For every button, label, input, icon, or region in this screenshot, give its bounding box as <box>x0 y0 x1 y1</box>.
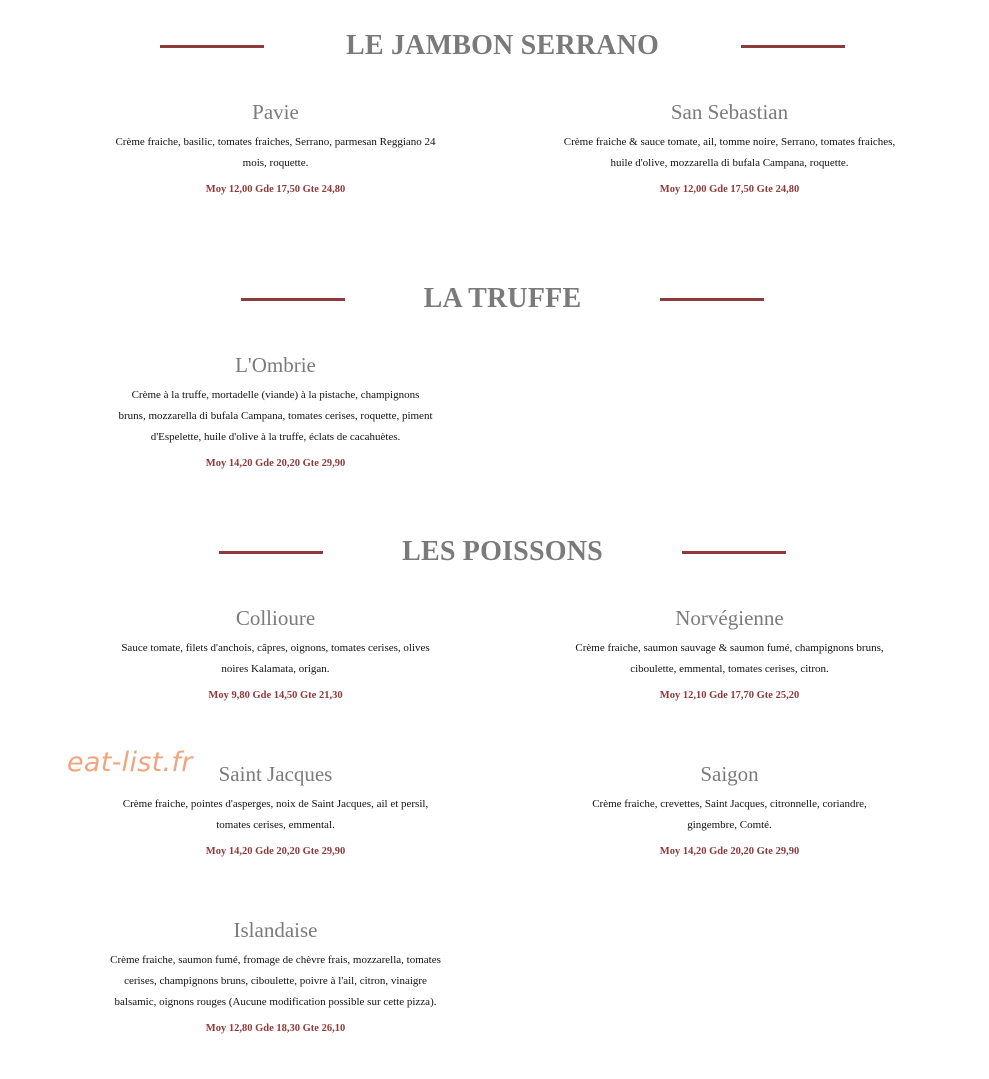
item-description: Crème fraiche, crevettes, Saint Jacques, citronnelle, coriandre, gingembre, Comté. <box>592 798 867 831</box>
item-name: Collioure <box>235 606 316 630</box>
item-description: Crème à la truffe, mortadelle (viande) à la pistache, champignons bruns, mozzarella di bufala Campana, tomates cerises, roquette, piment d'Espelette, huile d'olive à la truffe, éclats de cacahuètes. <box>118 389 433 443</box>
section-header-les-poissons <box>0 532 989 572</box>
section-title: LA TRUFFE <box>423 283 582 314</box>
item-price: Moy 14,20 Gde 20,20 Gte 29,90 <box>205 458 346 469</box>
watermark-text: eat-list.fr <box>67 747 193 778</box>
item-description: Crème fraiche, saumon sauvage & saumon fumé, champignons bruns, ciboulette, emmental, tomates cerises, citron. <box>575 642 884 675</box>
menu-item-collioure <box>103 604 448 703</box>
item-name: Saint Jacques <box>218 762 333 786</box>
item-name: Islandaise <box>233 918 318 942</box>
item-name: Norvégienne <box>675 606 784 630</box>
item-description: Crème fraiche & sauce tomate, ail, tomme noire, Serrano, tomates fraiches, huile d'olive, mozzarella di bufala Campana, roquette. <box>563 136 896 169</box>
item-name: Pavie <box>252 100 299 124</box>
item-description: Crème fraiche, pointes d'asperges, noix de Saint Jacques, ail et persil, tomates cerises, emmental. <box>122 798 429 831</box>
menu-item-san-sebastian <box>557 98 902 197</box>
menu-item-saigon <box>557 760 902 859</box>
header-rule-right <box>741 45 845 48</box>
section-title: LES POISSONS <box>402 536 603 567</box>
item-description: Sauce tomate, filets d'anchois, câpres, oignons, tomates cerises, olives noires Kalamata, origan. <box>121 642 430 675</box>
menu-item-pavie <box>103 98 448 197</box>
item-name: Saigon <box>700 762 759 786</box>
item-description: Crème fraiche, saumon fumé, fromage de chèvre frais, mozzarella, tomates cerises, champignons bruns, ciboulette, poivre à l'ail, citron, vinaigre balsamic, oignons rouges (Aucune modification possible sur cette pizza). <box>110 954 441 1008</box>
item-price: Moy 12,00 Gde 17,50 Gte 24,80 <box>659 184 800 195</box>
menu-item-ombrie <box>103 351 448 471</box>
item-price: Moy 9,80 Gde 14,50 Gte 21,30 <box>208 690 343 701</box>
item-name: L'Ombrie <box>235 353 316 377</box>
item-price: Moy 12,00 Gde 17,50 Gte 24,80 <box>205 184 346 195</box>
section-header-la-truffe <box>0 279 989 319</box>
section-title: LE JAMBON SERRANO <box>346 30 659 61</box>
header-rule-right <box>682 551 786 554</box>
item-name: San Sebastian <box>670 100 789 124</box>
menu-item-islandaise <box>103 916 448 1036</box>
item-price: Moy 12,10 Gde 17,70 Gte 25,20 <box>659 690 800 701</box>
item-price: Moy 14,20 Gde 20,20 Gte 29,90 <box>659 846 800 857</box>
item-price: Moy 14,20 Gde 20,20 Gte 29,90 <box>205 846 346 857</box>
section-header-jambon-serrano <box>0 26 989 66</box>
menu-item-norvegienne <box>557 604 902 703</box>
header-rule-right <box>660 298 764 301</box>
item-description: Crème fraiche, basilic, tomates fraiches, Serrano, parmesan Reggiano 24 mois, roquette. <box>115 136 436 169</box>
item-price: Moy 12,80 Gde 18,30 Gte 26,10 <box>205 1023 346 1034</box>
